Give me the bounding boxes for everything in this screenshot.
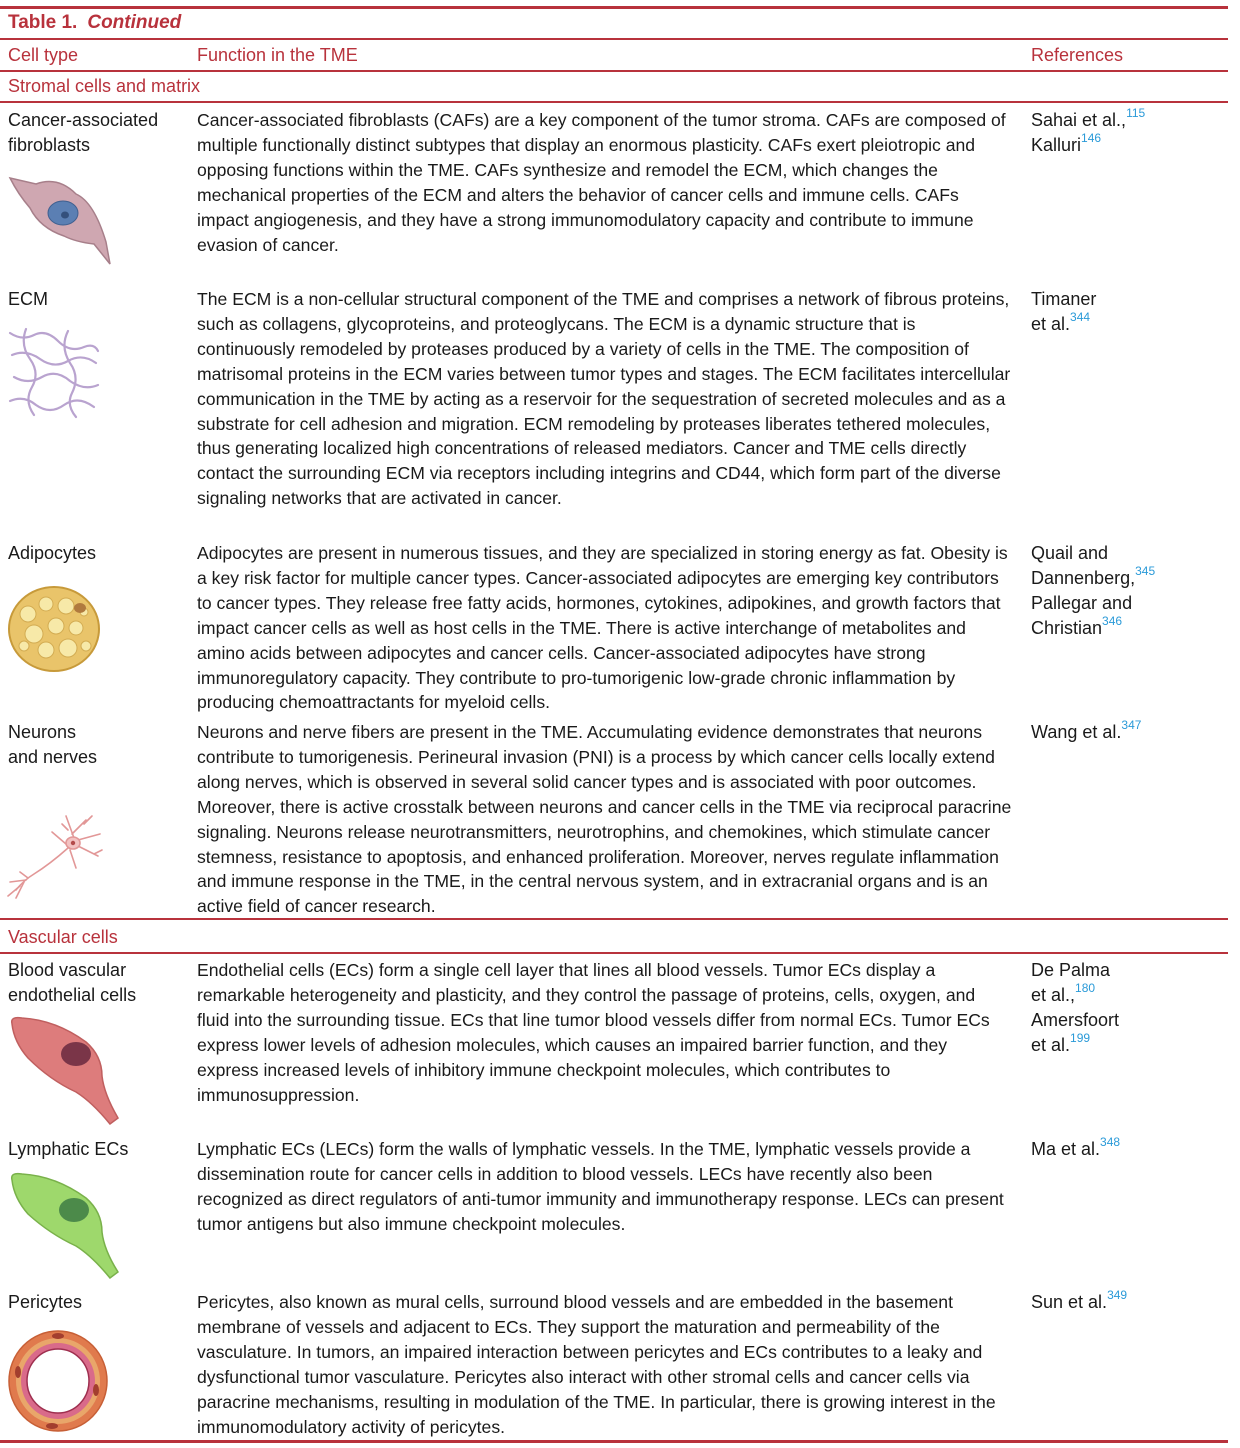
fibroblast-icon — [6, 172, 114, 268]
reference-line — [1031, 616, 1221, 641]
reference-line — [1031, 541, 1221, 566]
reference-link[interactable]: 344 — [1070, 310, 1091, 324]
reference-link[interactable]: 346 — [1102, 614, 1123, 628]
reference-line — [1031, 958, 1221, 983]
section-rule — [0, 918, 1228, 920]
reference-line — [1031, 591, 1221, 616]
cell-type: Neurons and nerves — [8, 722, 98, 767]
reference-line — [1031, 1033, 1221, 1058]
reference-text: Timaner — [1031, 289, 1097, 309]
reference-text: Wang et al. — [1031, 722, 1122, 742]
reference-link[interactable]: 348 — [1100, 1135, 1121, 1149]
table-label: Table 1. — [8, 12, 78, 33]
reference-text: Ma et al. — [1031, 1139, 1101, 1159]
reference-link[interactable]: 349 — [1107, 1288, 1128, 1302]
reference-line — [1031, 566, 1221, 591]
function-text: Neurons and nerve fibers are present in the TME. Accumulating evidence demonstrates that neurons contribute to tumorigenesis. Perineural invasion (PNI) is a process by which cancer cells locally extend along nerves, which is observed in several solid cancer types and is associated with poor outcomes. Moreover, there is active crosstalk between neurons and cancer cells in the TME via reciprocal paracrine signaling. Neurons release neurotransmitters, neurotrophins, and chemokines, which stimulate cancer stemness, resistance to apoptosis, and enhanced proliferation. Moreover, nerves regulate inflammation and immune response in the TME, in the central nervous system, and in extracranial organs and is an active field of cancer research. — [197, 722, 1012, 917]
cell-type: Pericytes — [8, 1292, 83, 1312]
reference-text: Dannenberg, — [1031, 568, 1136, 588]
reference-text: Christian — [1031, 618, 1103, 638]
references — [1031, 1137, 1221, 1162]
function-text: The ECM is a non-cellular structural component of the TME and comprises a network of fibrous proteins, such as collagens, glycoproteins, and proteoglycans. The ECM is a dynamic structure that is continuously remodeled by proteases produced by a variety of cells in the TME. The composition of matrisomal proteins in the ECM varies between tumor types and stages. The ECM facilitates intercellular communication in the TME by acting as a reservoir for the sequestration of secreted molecules and as a substrate for cell adhesion and migration. ECM remodeling by proteases liberates tethered molecules, thus generating localized high concentrations of released mediators. Cancer and TME cells directly contact the surrounding ECM via receptors including integrins and CD44, which form part of the diverse signaling networks that are activated in cancer. — [197, 289, 1011, 509]
reference-line — [1031, 1290, 1221, 1315]
section-title: Stromal cells and matrix — [8, 76, 201, 96]
reference-line — [1031, 108, 1221, 133]
function-text: Adipocytes are present in numerous tissues, and they are specialized in storing energy as fat. Obesity is a key risk factor for multiple cancer types. Cancer-associated adipocytes are emerging key contributors to cancer types. They release free fatty acids, hormones, cytokines, adipokines, and growth factors that impact cancer cells as well as host cells in the TME. There is active interchange of metabolites and amino acids between adipocytes and cancer cells. Cancer-associated adipocytes have strong immunoregulatory capacity. They contribute to pro-tumorigenic low-grade chronic inflammation by producing chemoattractants for myeloid cells. — [197, 543, 1008, 713]
reference-link[interactable]: 180 — [1075, 981, 1096, 995]
reference-link[interactable]: 146 — [1081, 131, 1102, 145]
reference-text: et al. — [1031, 314, 1071, 334]
pericyte-vessel-icon — [6, 1328, 110, 1434]
section-title: Vascular cells — [8, 927, 118, 947]
reference-link[interactable]: 347 — [1121, 718, 1142, 732]
bottom-rule — [0, 1440, 1228, 1443]
reference-text: et al. — [1031, 1035, 1071, 1055]
reference-text: Quail and — [1031, 543, 1109, 563]
function-text: Pericytes, also known as mural cells, surround blood vessels and are embedded in the basement membrane of vessels and adjacent to ECs. They support the maturation and permeability of the vasculature. In tumors, an impaired interaction between pericytes and ECs contributes to a leaky and dysfunctional tumor vasculature. Pericytes also interact with other stromal cells and cancer cells via paracrine mechanisms, resulting in modulation of the TME. In particular, there is growing interest in the immunomodulatory activity of pericytes. — [197, 1292, 996, 1437]
references — [1031, 1290, 1221, 1315]
cell-type: Cancer-associated fibroblasts — [8, 110, 159, 155]
section-rule — [0, 101, 1228, 103]
cell-type: Blood vascular endothelial cells — [8, 960, 137, 1005]
reference-line — [1031, 720, 1221, 745]
references — [1031, 287, 1221, 337]
reference-link[interactable]: 345 — [1135, 564, 1156, 578]
table-continued: Continued — [87, 12, 182, 33]
title-rule — [0, 38, 1228, 40]
cell-type: ECM — [8, 289, 48, 309]
reference-text: Sun et al. — [1031, 1292, 1108, 1312]
top-rule — [0, 6, 1228, 9]
reference-text: Pallegar and — [1031, 593, 1133, 613]
header-references: References — [1031, 45, 1124, 65]
table-title — [8, 12, 181, 34]
adipocyte-icon — [6, 584, 102, 674]
header-cell-type: Cell type — [8, 45, 79, 65]
header-rule — [0, 70, 1228, 72]
section-rule — [0, 952, 1228, 954]
reference-line — [1031, 312, 1221, 337]
ecm-fibers-icon — [6, 325, 102, 419]
reference-text: Sahai et al., — [1031, 110, 1127, 130]
function-text: Endothelial cells (ECs) form a single cell layer that lines all blood vessels. Tumor ECs display a remarkable heterogeneity and plasticity, and they control the passage of proteins, cells, oxygen, and fluid into the surrounding tissue. ECs that line tumor blood vessels differ from normal ECs. Tumor ECs express lower levels of adhesion molecules, which causes an impaired barrier function, and they express increased levels of inhibitory immune checkpoint molecules, which contributes to immunosuppression. — [197, 960, 990, 1105]
neuron-icon — [6, 810, 106, 902]
reference-line — [1031, 983, 1221, 1008]
reference-text: Kalluri — [1031, 135, 1082, 155]
reference-line — [1031, 1008, 1221, 1033]
cell-type: Adipocytes — [8, 543, 97, 563]
references — [1031, 958, 1221, 1058]
reference-line — [1031, 287, 1221, 312]
lymphatic-cell-icon — [6, 1170, 122, 1280]
references — [1031, 541, 1221, 641]
reference-text: De Palma — [1031, 960, 1111, 980]
function-text: Lymphatic ECs (LECs) form the walls of lymphatic vessels. In the TME, lymphatic vessels provide a dissemination route for cancer cells in addition to blood vessels. LECs have recently also been recognized as direct regulators of anti-tumor immunity and immunotherapy response. LECs can present tumor antigens but also immune checkpoint molecules. — [197, 1139, 1004, 1234]
references — [1031, 108, 1221, 158]
reference-link[interactable]: 199 — [1070, 1031, 1091, 1045]
references — [1031, 720, 1221, 745]
function-text: Cancer-associated fibroblasts (CAFs) are a key component of the tumor stroma. CAFs are composed of multiple functionally distinct subtypes that display an enormous plasticity. CAFs exert pleiotropic and opposing functions within the TME. CAFs synthesize and remodel the ECM, which changes the mechanical properties of the ECM and alters the behavior of cancer cells and immune cells. CAFs impact angiogenesis, and they have a strong immunomodulatory capacity and contribute to immune evasion of cancer. — [197, 110, 1006, 255]
cell-type: Lymphatic ECs — [8, 1139, 129, 1159]
reference-link[interactable]: 115 — [1126, 106, 1146, 120]
header-function: Function in the TME — [197, 45, 358, 65]
endothelial-cell-icon — [6, 1014, 122, 1126]
reference-line — [1031, 1137, 1221, 1162]
reference-text: et al., — [1031, 985, 1076, 1005]
reference-line — [1031, 133, 1221, 158]
reference-text: Amersfoort — [1031, 1010, 1120, 1030]
